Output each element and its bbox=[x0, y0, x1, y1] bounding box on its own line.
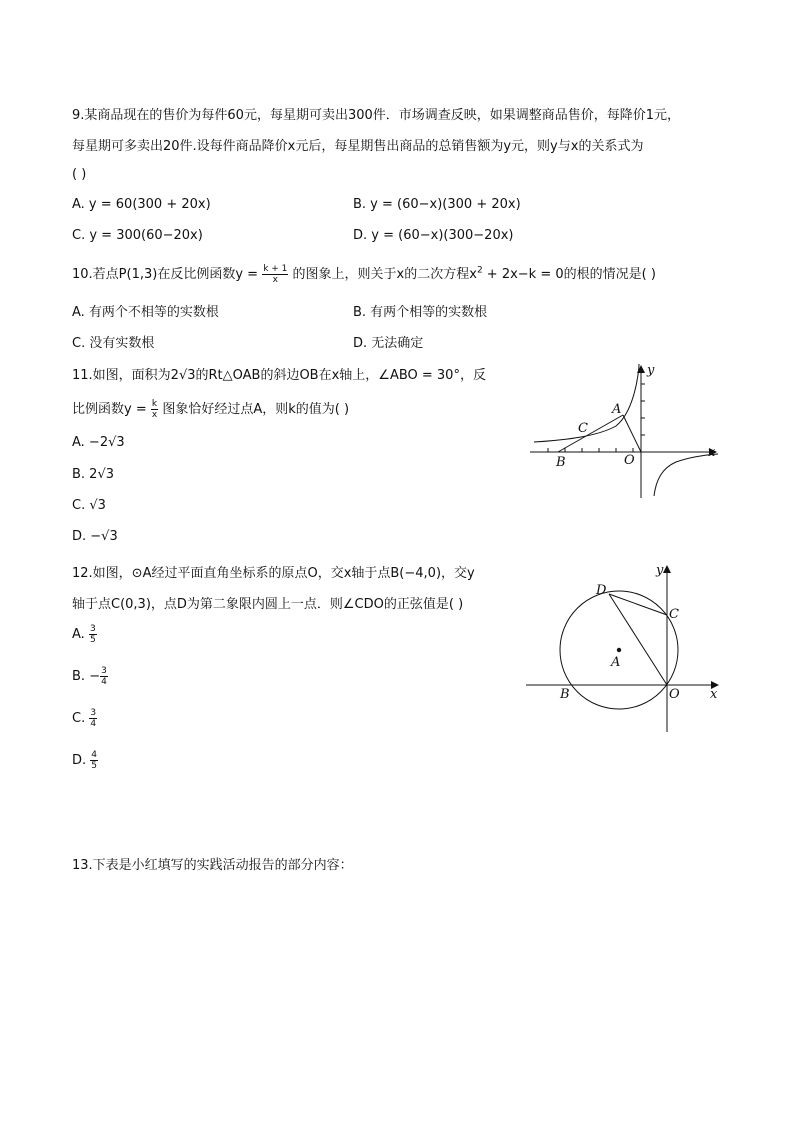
q9-stem-line1: 9.某商品现在的售价为每件60元，每星期可卖出300件．市场调查反映，如果调整商品售价，每降价1元， bbox=[72, 108, 681, 123]
q12-option-c-label: C. bbox=[72, 711, 86, 726]
q10-frac-denominator: x bbox=[272, 275, 278, 285]
q12-label-b: B bbox=[560, 687, 570, 702]
q12-label-y: y bbox=[656, 563, 664, 578]
q12-stem-line2: 轴于点C(0,3)，点D为第二象限内圆上一点．则∠CDO的正弦值是( ) bbox=[72, 597, 464, 612]
q11-stem-line1: 11.如图，面积为2√3的Rt△OAB的斜边OB在x轴上，∠ABO = 30°，反 bbox=[72, 368, 486, 383]
q10-option-a: A. 有两个不相等的实数根 bbox=[72, 305, 219, 320]
q11-option-a: A. −2√3 bbox=[72, 435, 125, 450]
q11-frac-denominator: x bbox=[151, 410, 158, 420]
q12-option-d bbox=[72, 750, 98, 771]
q11-label-o: O bbox=[624, 453, 635, 468]
q11-segment-ba bbox=[558, 415, 623, 452]
q10-stem bbox=[72, 263, 656, 285]
q12-segment-do bbox=[609, 594, 667, 685]
q11-label-x: x bbox=[708, 445, 716, 460]
q12-option-b-fraction bbox=[100, 666, 108, 687]
q13-stem-line1: 13.下表是小红填写的实践活动报告的部分内容： bbox=[72, 858, 353, 873]
q12-option-a-num: 3 bbox=[89, 624, 96, 634]
q10-option-b: B. 有两个相等的实数根 bbox=[353, 305, 488, 320]
q12-option-c-fraction bbox=[89, 708, 97, 729]
q10-stem-part-c: + 2x−k = 0的根的情况是( ) bbox=[482, 267, 656, 282]
q10-option-d: D. 无法确定 bbox=[353, 336, 424, 351]
q11-label-a: A bbox=[612, 402, 622, 417]
q11-frac-numerator: k bbox=[151, 399, 158, 409]
q12-option-a-den: 5 bbox=[89, 635, 96, 645]
q12-option-d-label: D. bbox=[72, 753, 87, 768]
q10-exponent: 2 bbox=[476, 265, 483, 276]
q11-stem-line2 bbox=[72, 398, 349, 420]
q12-center-point bbox=[617, 648, 621, 652]
q12-label-d: D bbox=[596, 583, 607, 598]
q12-option-a-fraction bbox=[89, 624, 97, 645]
q12-label-a: A bbox=[611, 655, 621, 670]
q11-stem-part-b: 图象恰好经过点A，则k的值为( ) bbox=[162, 402, 350, 417]
q12-option-b-num: 3 bbox=[101, 666, 107, 676]
q12-option-b bbox=[72, 666, 108, 687]
q9-option-a: A. y = 60(300 + 20x) bbox=[72, 197, 211, 212]
q11-label-c: C bbox=[578, 421, 588, 436]
q12-stem-line1: 12.如图，⊙A经过平面直角坐标系的原点O，交x轴于点B(−4,0)，交y bbox=[72, 566, 475, 581]
q9-option-b: B. y = (60−x)(300 + 20x) bbox=[353, 197, 521, 212]
q10-fraction bbox=[262, 264, 288, 285]
q11-segment-ao bbox=[623, 415, 641, 452]
q12-option-c-den: 4 bbox=[90, 719, 97, 729]
q10-frac-numerator: k + 1 bbox=[263, 264, 288, 274]
q12-segment-dc bbox=[609, 594, 667, 615]
q11-label-y: y bbox=[647, 363, 655, 378]
q12-option-a-label: A. bbox=[72, 627, 85, 642]
q11-stem-part-a: 比例函数y = bbox=[72, 402, 147, 417]
q12-option-c bbox=[72, 708, 97, 729]
q11-option-c: C. √3 bbox=[72, 498, 106, 513]
q11-fraction bbox=[151, 399, 158, 420]
q11-label-b: B bbox=[556, 455, 566, 470]
q12-label-c: C bbox=[669, 607, 679, 622]
q11-option-d: D. −√3 bbox=[72, 529, 118, 544]
q12-option-d-fraction bbox=[90, 750, 98, 771]
q10-option-c: C. 没有实数根 bbox=[72, 336, 155, 351]
q12-option-b-den: 4 bbox=[101, 677, 107, 687]
q12-option-d-den: 5 bbox=[91, 761, 98, 771]
q12-option-b-label: B. bbox=[72, 669, 86, 684]
q10-stem-part-a: 10.若点P(1,3)在反比例函数y = bbox=[72, 267, 259, 282]
q12-option-a bbox=[72, 624, 97, 645]
q9-answer-paren: ( ) bbox=[72, 167, 87, 182]
q9-option-c: C. y = 300(60−20x) bbox=[72, 228, 203, 243]
q9-option-d: D. y = (60−x)(300−20x) bbox=[353, 228, 514, 243]
q10-stem-part-b: 的图象上，则关于x的二次方程x bbox=[292, 267, 477, 282]
q12-option-d-num: 4 bbox=[91, 750, 98, 760]
q12-option-c-num: 3 bbox=[90, 708, 97, 718]
q11-option-b: B. 2√3 bbox=[72, 467, 115, 482]
q12-label-o: O bbox=[669, 687, 680, 702]
q11-curve-right bbox=[654, 454, 718, 496]
q11-axis-ticks bbox=[548, 384, 645, 452]
q11-figure bbox=[528, 360, 724, 500]
q12-figure bbox=[522, 560, 726, 736]
q12-option-b-sign: − bbox=[89, 669, 101, 684]
q12-label-x: x bbox=[710, 687, 718, 702]
q9-stem-line2: 每星期可多卖出20件.设每件商品降价x元后，每星期售出商品的总销售额为y元，则y与x的关系式为 bbox=[72, 139, 644, 154]
